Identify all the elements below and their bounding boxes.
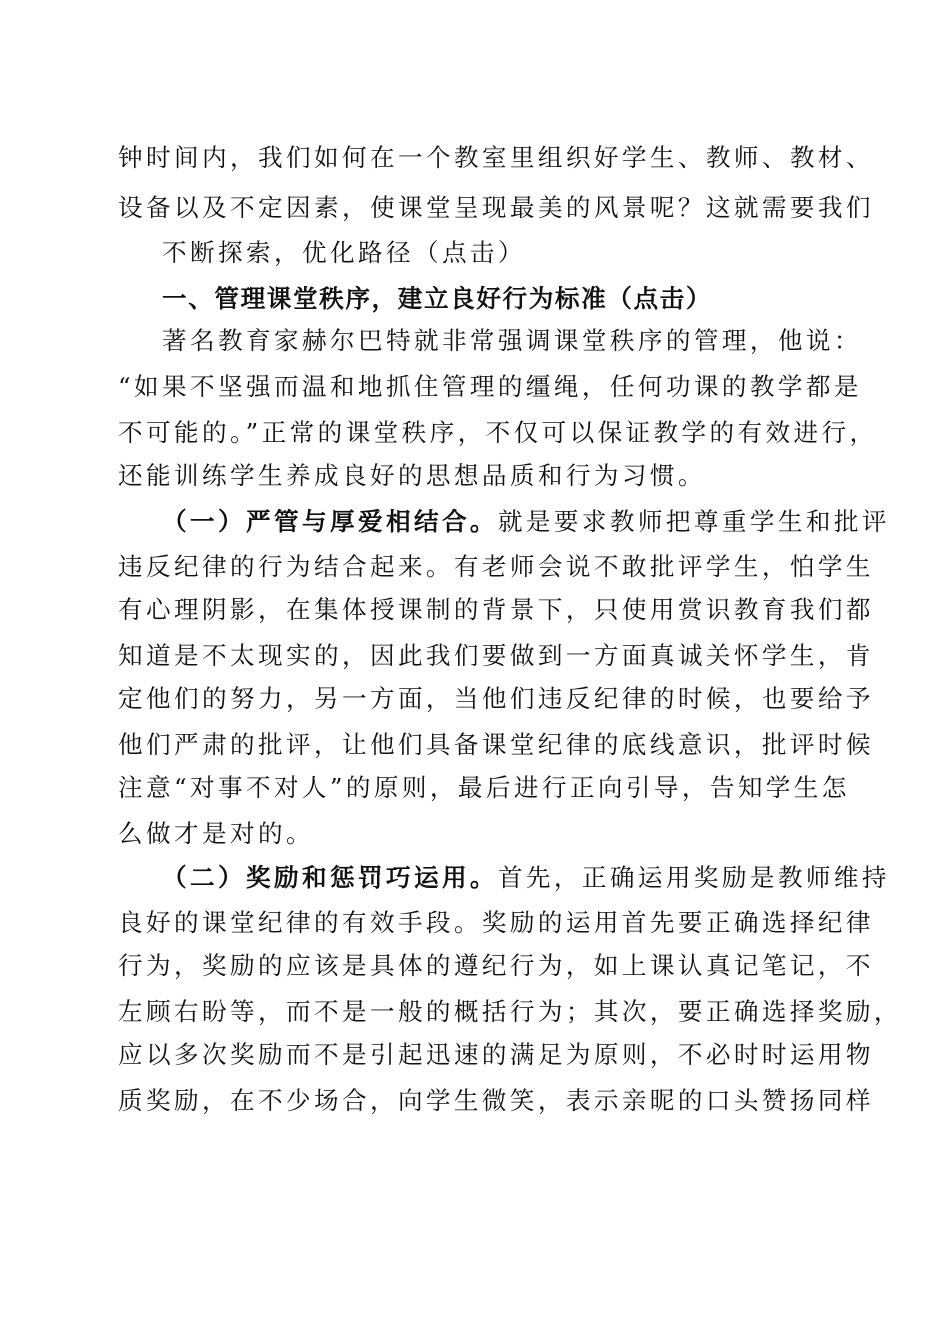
paragraph-text: 就是要求教师把尊重学生和批评: [497, 507, 890, 536]
section-heading: 一、管理课堂秩序，建立良好行为标准（点击）: [162, 284, 713, 313]
text-line: 良好的课堂纪律的有效手段。奖励的运用首先要正确选择纪律: [118, 908, 874, 937]
text-line: 注意“对事不对人”的原则，最后进行正向引导，告知学生怎: [118, 773, 850, 802]
text-line: 左顾右盼等，而不是一般的概括行为；其次，要正确选择奖励，: [118, 997, 902, 1026]
paragraph-lead: （一）严管与厚爱相结合。: [162, 507, 498, 536]
paragraph-lead: （二）奖励和惩罚巧运用。: [162, 863, 498, 892]
paragraph-first-line: [162, 858, 890, 898]
text-line: “如果不坚强而温和地抓住管理的缰绳，任何功课的教学都是: [118, 372, 862, 401]
text-line: 么做才是对的。: [118, 819, 314, 848]
text-line: 不断探索，优化路径（点击）: [162, 238, 526, 267]
text-line: 设备以及不定因素，使课堂呈现最美的风景呢？这就需要我们: [118, 193, 874, 222]
text-line: 质奖励，在不少场合，向学生微笑，表示亲昵的口头赞扬同样: [118, 1086, 874, 1115]
text-line: 应以多次奖励而不是引起迅速的满足为原则，不必时时运用物: [118, 1040, 874, 1069]
paragraph-first-line: [162, 502, 890, 542]
text-line: 著名教育家赫尔巴特就非常强调课堂秩序的管理，他说：: [162, 326, 862, 355]
text-line: 违反纪律的行为结合起来。有老师会说不敢批评学生，怕学生: [118, 552, 874, 581]
text-line: 行为，奖励的应该是具体的遵纪行为，如上课认真记笔记，不: [118, 951, 874, 980]
paragraph-text: 首先，正确运用奖励是教师维持: [497, 863, 890, 892]
text-line: 钟时间内，我们如何在一个教室里组织好学生、教师、教材、: [118, 143, 874, 172]
text-line: 有心理阴影，在集体授课制的背景下，只使用赏识教育我们都: [118, 595, 874, 624]
text-line: 不可能的。”正常的课堂秩序，不仅可以保证教学的有效进行，: [118, 418, 878, 447]
text-line: 他们严肃的批评，让他们具备课堂纪律的底线意识，批评时候: [118, 730, 874, 759]
text-line: 知道是不太现实的，因此我们要做到一方面真诚关怀学生，肯: [118, 641, 874, 670]
text-line: 定他们的努力，另一方面，当他们违反纪律的时候，也要给予: [118, 684, 874, 713]
text-line: 还能训练学生养成良好的思想品质和行为习惯。: [118, 461, 706, 490]
